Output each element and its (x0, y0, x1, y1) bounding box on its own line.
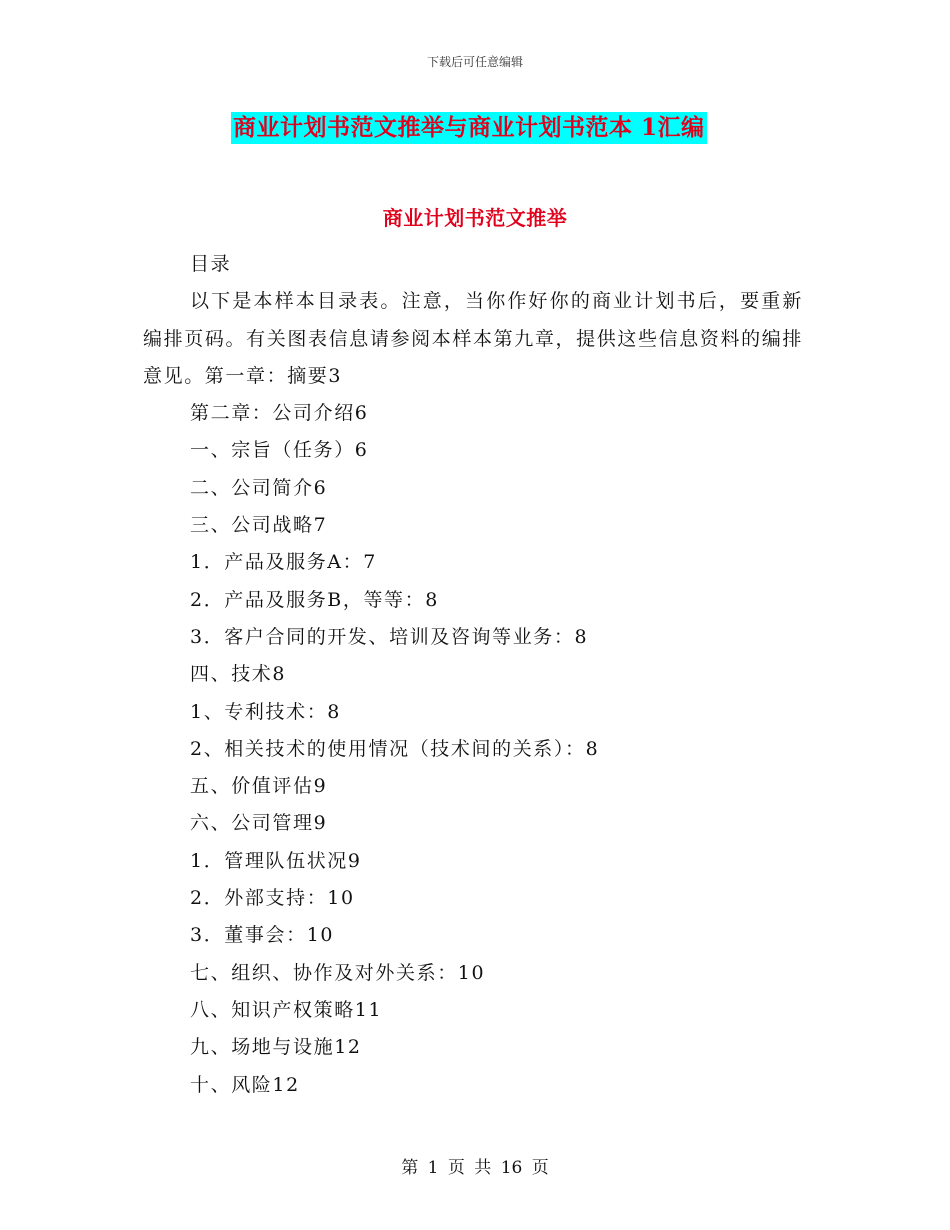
toc-item: 五、价值评估9 (190, 775, 328, 798)
toc-item: 八、知识产权策略11 (190, 998, 383, 1021)
toc-item: 2．外部支持：10 (190, 887, 355, 910)
toc-item: 第二章：公司介绍6 (190, 402, 369, 425)
section-title: 商业计划书范文推举 (382, 206, 568, 230)
toc-item: 三、公司战略7 (190, 514, 328, 537)
toc-item: 十、风险12 (190, 1073, 300, 1096)
document-body (143, 246, 803, 1104)
toc-item: 1、专利技术：8 (190, 700, 341, 723)
document-title: 商业计划书范文推举与商业计划书范本 1汇编 (231, 112, 707, 144)
page-header-note: 下载后可任意编辑 (426, 55, 523, 69)
toc-list (143, 395, 803, 1104)
toc-item: 1．产品及服务A：7 (190, 551, 377, 574)
toc-item: 2．产品及服务B，等等：8 (190, 588, 439, 611)
toc-item: 四、技术8 (190, 663, 287, 686)
toc-item: 3．客户合同的开发、培训及咨询等业务：8 (190, 625, 589, 648)
toc-heading: 目录 (190, 253, 232, 275)
intro-paragraph: 以下是本样本目录表。注意，当你作好你的商业计划书后，要重新编排页码。有关图表信息请参阅本样本第九章，提供这些信息资料的编排意见。第一章：摘要3 (143, 290, 803, 387)
toc-item: 九、场地与设施12 (190, 1036, 362, 1059)
toc-item: 七、组织、协作及对外关系：10 (190, 961, 486, 984)
toc-item: 六、公司管理9 (190, 812, 328, 835)
toc-item: 2、相关技术的使用情况（技术间的关系）：8 (190, 737, 600, 760)
toc-item: 1．管理队伍状况9 (190, 849, 362, 872)
toc-item: 一、宗旨（任务）6 (190, 439, 369, 462)
toc-item: 3．董事会：10 (190, 924, 335, 947)
toc-item: 二、公司简介6 (190, 476, 328, 499)
page-number-footer: 第 1 页 共 16 页 (401, 1158, 549, 1178)
